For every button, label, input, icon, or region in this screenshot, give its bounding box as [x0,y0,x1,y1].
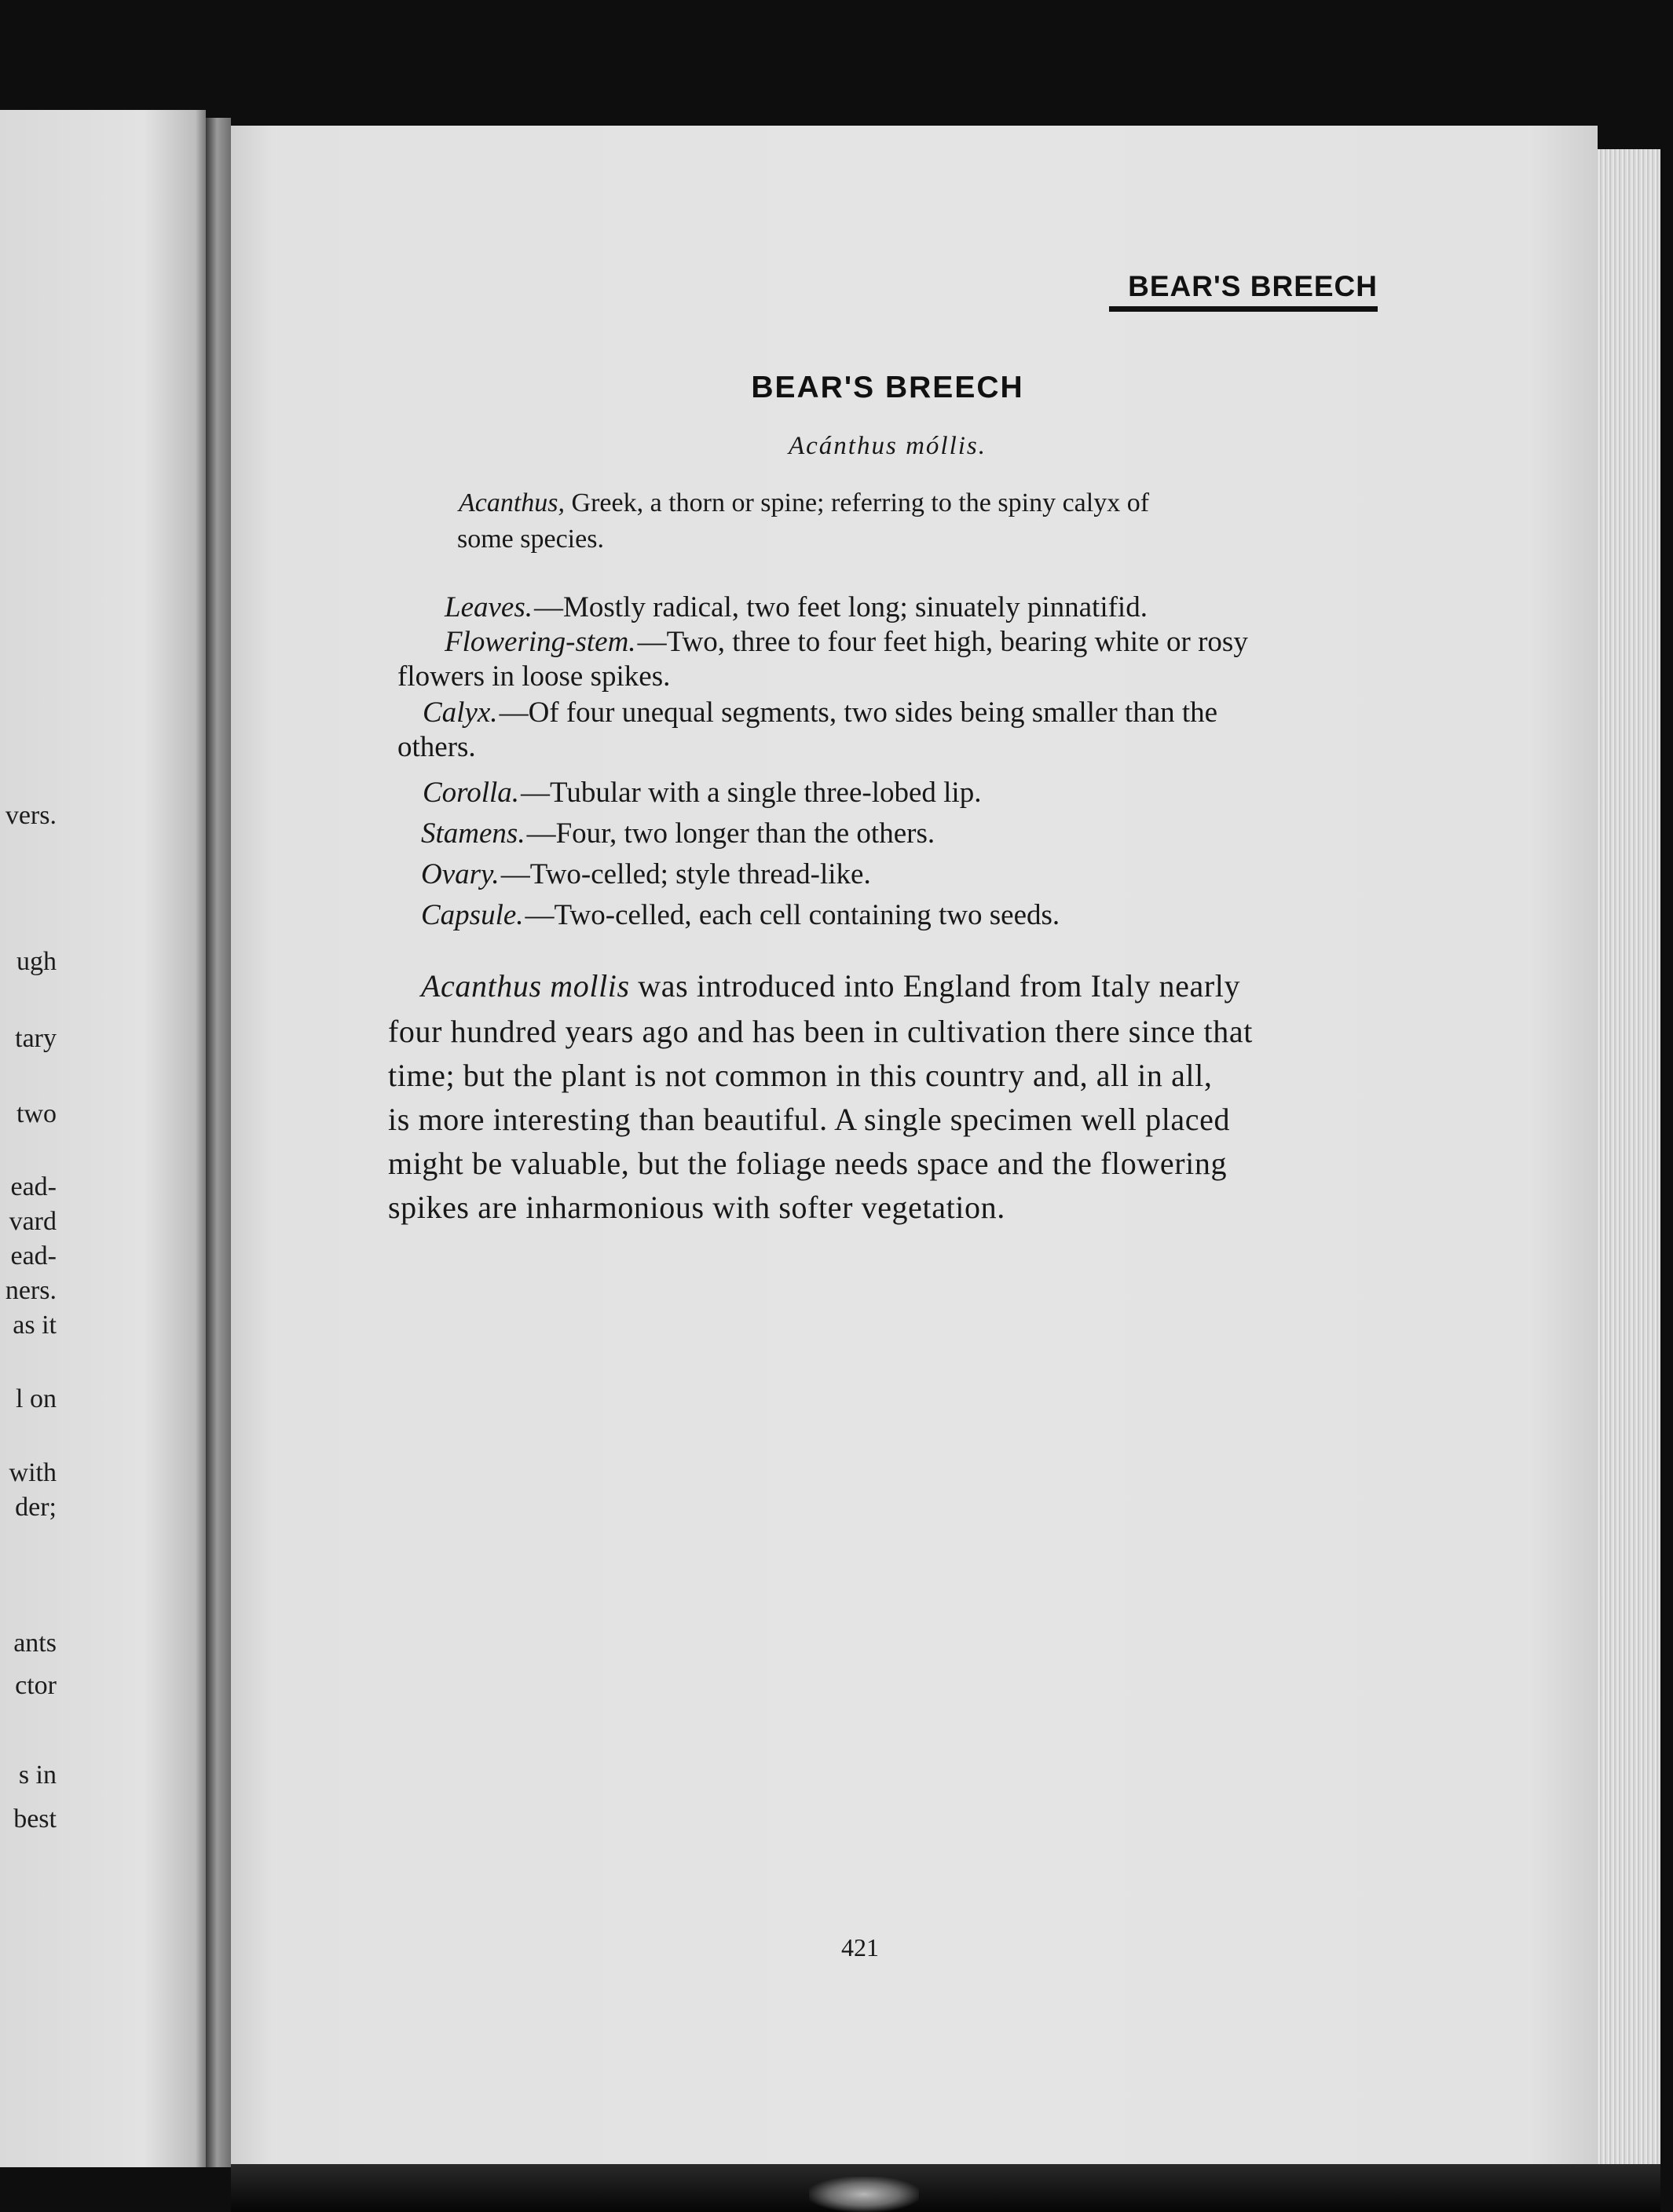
left-page-fragment: vers. [5,801,57,830]
description-text: —Tubular with a single three-lobed lip. [521,777,982,809]
page-number: 421 [841,1933,879,1962]
description-text: —Four, two longer than the others. [526,817,935,850]
paragraph-lead: Acanthus mollis [421,968,630,1004]
paragraph-line: is more interesting than beautiful. A single specimen well placed [388,1102,1231,1137]
description-line [421,817,935,850]
description-continuation: flowers in loose spikes. [397,660,671,693]
left-page-fragment: ugh [16,947,57,976]
etymology-text: Greek, a thorn or spine; referring to the spiny calyx of [565,488,1150,517]
etymology-line-2: some species. [457,525,604,554]
left-page-fragment: tary [15,1024,57,1053]
description-line [445,590,1148,624]
paragraph-line [421,967,1240,1004]
etymology-term: Acanthus, [459,488,566,517]
description-term: Flowering-stem. [445,626,636,658]
description-line [423,776,981,810]
description-line [423,696,1217,729]
paragraph-line: four hundred years ago and has been in cultivation there since that [388,1014,1253,1049]
left-page-fragment: ctor [15,1671,57,1700]
paragraph-line: might be valuable, but the foliage needs space and the flowering [388,1146,1228,1181]
book-gutter [206,118,231,2167]
description-text: —Two-celled, each cell containing two seeds. [525,899,1060,931]
description-term: Corolla. [423,777,520,809]
left-page-fragment: two [16,1099,57,1128]
left-page-fragment: ead- [10,1241,57,1271]
description-text: —Two, three to four feet high, bearing white or rosy [637,626,1248,658]
description-text: —Mostly radical, two feet long; sinuately pinnatifid. [534,591,1148,623]
latin-name: Acánthus móllis. [789,432,987,460]
left-page-fragment: der; [15,1493,57,1522]
description-line [421,898,1060,932]
left-page-fragment: as it [13,1311,57,1340]
description-term: Stamens. [421,817,525,850]
bottom-shadow [231,2164,1660,2212]
etymology-line [459,485,1149,521]
description-continuation: others. [397,731,476,763]
description-term: Calyx. [423,697,498,729]
page-title: BEAR'S BREECH [751,371,1024,404]
description-text: —Two-celled; style thread-like. [500,858,871,890]
paragraph-line: time; but the plant is not common in this country and, all in all, [388,1058,1213,1093]
running-head: BEAR'S BREECH [1109,270,1378,312]
description-text: —Of four unequal segments, two sides being smaller than the [499,697,1218,729]
left-page-fragment: ead- [10,1172,57,1201]
left-page-fragment: s in [18,1760,57,1790]
left-page-fragment: ners. [5,1276,57,1305]
description-term: Capsule. [421,899,524,931]
description-line [445,625,1248,659]
left-page-fragment: l on [16,1384,57,1413]
page-edge [1598,149,1660,2175]
description-line [421,857,871,891]
paragraph-text: was introduced into England from Italy nearly [629,968,1241,1004]
left-page [0,110,206,2167]
description-term: Leaves. [445,591,533,623]
description-term: Ovary. [421,858,500,890]
paragraph-line: spikes are inharmonious with softer vegetation. [388,1190,1005,1225]
left-page-fragment: with [9,1458,57,1487]
bottom-glare [809,2177,919,2212]
left-page-fragment: ants [13,1629,57,1658]
left-page-fragment: best [13,1804,57,1834]
left-page-fragment: vard [9,1207,57,1236]
